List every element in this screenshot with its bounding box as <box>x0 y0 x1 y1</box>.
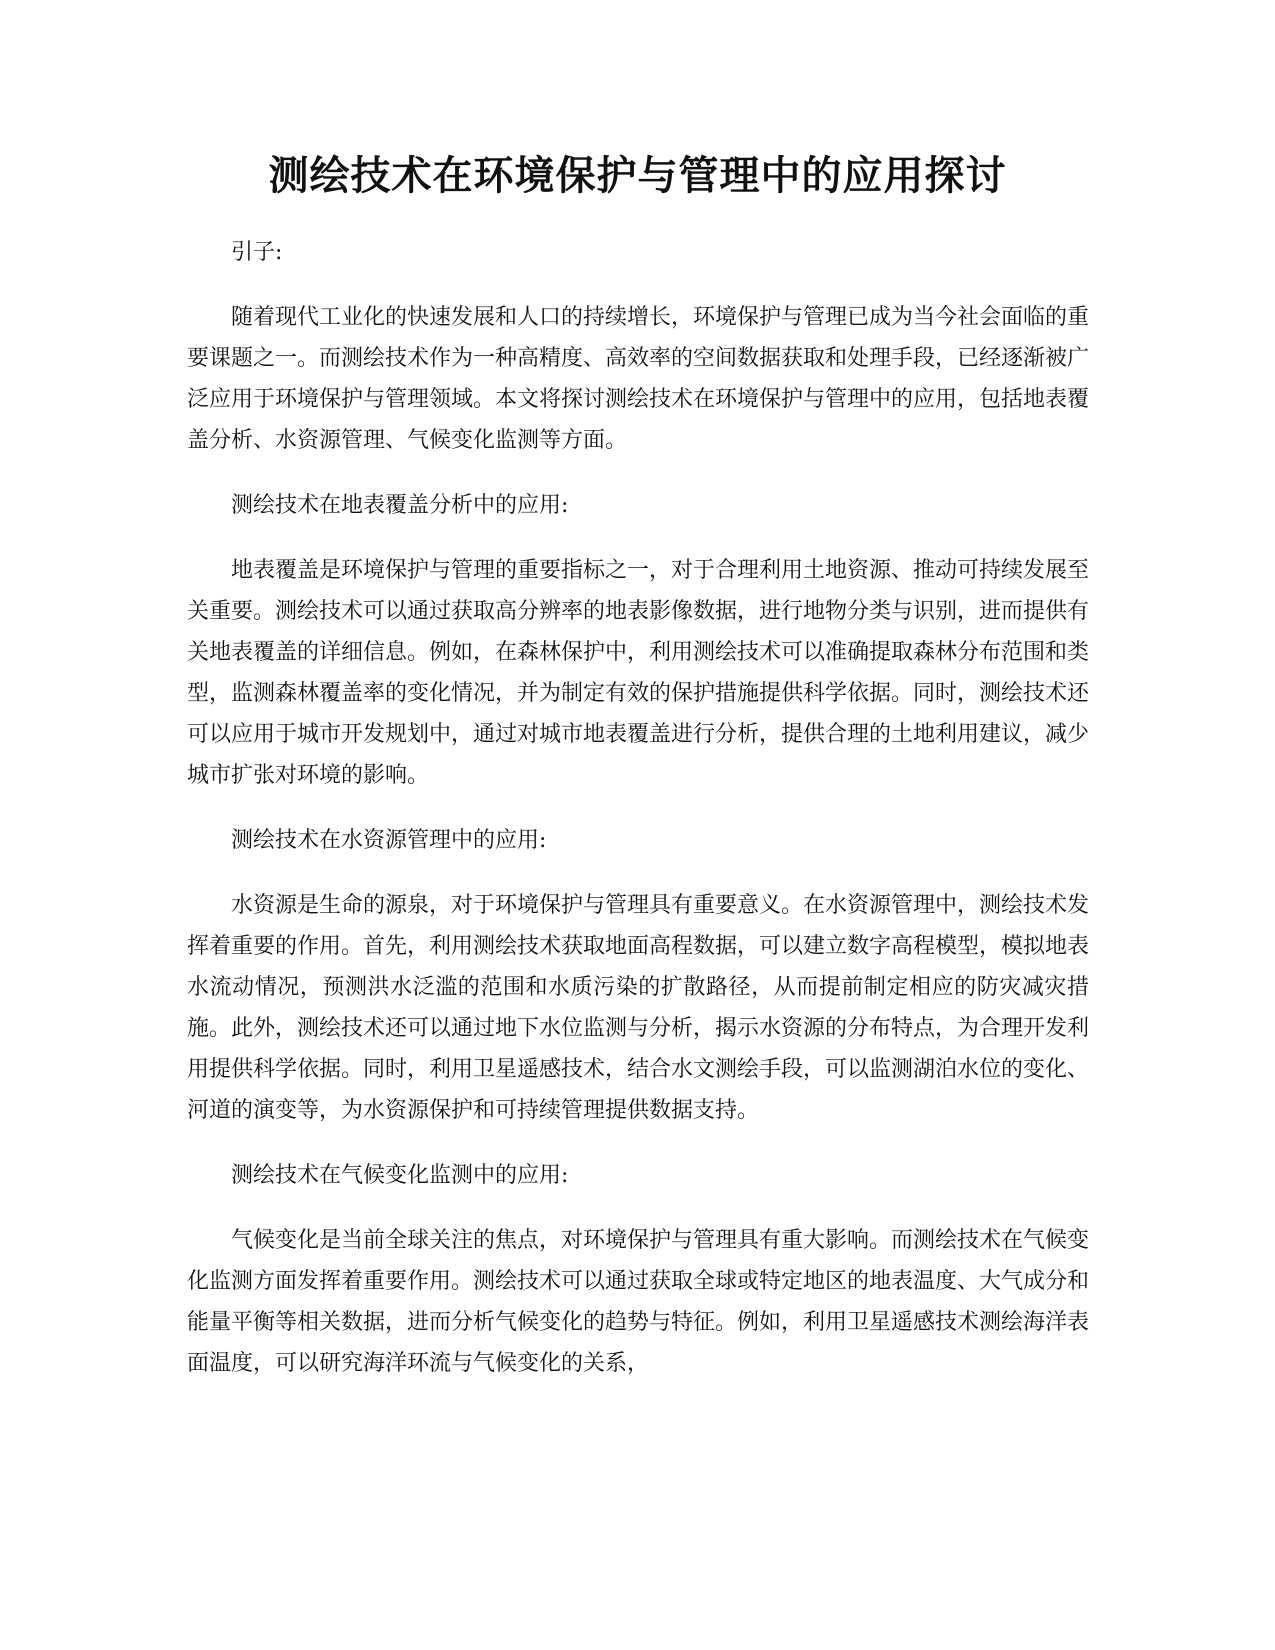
document-body <box>187 232 1089 1408</box>
section-heading-water-resources: 测绘技术在水资源管理中的应用: <box>231 828 547 853</box>
section-heading-climate-change: 测绘技术在气候变化监测中的应用: <box>231 1163 569 1188</box>
section-heading-land-cover: 测绘技术在地表覆盖分析中的应用: <box>231 493 569 518</box>
paragraph-intro-heading: 引子: <box>231 240 283 265</box>
paragraph-climate-change: 气候变化是当前全球关注的焦点，对环境保护与管理具有重大影响。而测绘技术在气候变化监测方面发挥着重要作用。测绘技术可以通过获取全球或特定地区的地表温度、大气成分和能量平衡等相关数据，进而分析气候变化的趋势与特征。例如，利用卫星遥感技术测绘海洋表面温度，可以研究海洋环流与气候变化的关系， <box>187 1228 1090 1376</box>
paragraph-land-cover: 地表覆盖是环境保护与管理的重要指标之一，对于合理利用土地资源、推动可持续发展至关重要。测绘技术可以通过获取高分辨率的地表影像数据，进行地物分类与识别，进而提供有关地表覆盖的详细信息。例如，在森林保护中，利用测绘技术可以准确提取森林分布范围和类型，监测森林覆盖率的变化情况，并为制定有效的保护措施提供科学依据。同时，测绘技术还可以应用于城市开发规划中，通过对城市地表覆盖进行分析，提供合理的土地利用建议，减少城市扩张对环境的影响。 <box>187 558 1090 788</box>
document-title: 测绘技术在环境保护与管理中的应用探讨 <box>268 153 1007 199</box>
paragraph-water-resources: 水资源是生命的源泉，对于环境保护与管理具有重要意义。在水资源管理中，测绘技术发挥着重要的作用。首先，利用测绘技术获取地面高程数据，可以建立数字高程模型，模拟地表水流动情况，预测洪水泛滥的范围和水质污染的扩散路径，从而提前制定相应的防灾减灾措施。此外，测绘技术还可以通过地下水位监测与分析，揭示水资源的分布特点，为合理开发利用提供科学依据。同时，利用卫星遥感技术，结合水文测绘手段，可以监测湖泊水位的变化、河道的演变等，为水资源保护和可持续管理提供数据支持。 <box>187 893 1090 1123</box>
paragraph-intro: 随着现代工业化的快速发展和人口的持续增长，环境保护与管理已成为当今社会面临的重要课题之一。而测绘技术作为一种高精度、高效率的空间数据获取和处理手段，已经逐渐被广泛应用于环境保护与管理领域。本文将探讨测绘技术在环境保护与管理中的应用，包括地表覆盖分析、水资源管理、气候变化监测等方面。 <box>187 305 1090 453</box>
